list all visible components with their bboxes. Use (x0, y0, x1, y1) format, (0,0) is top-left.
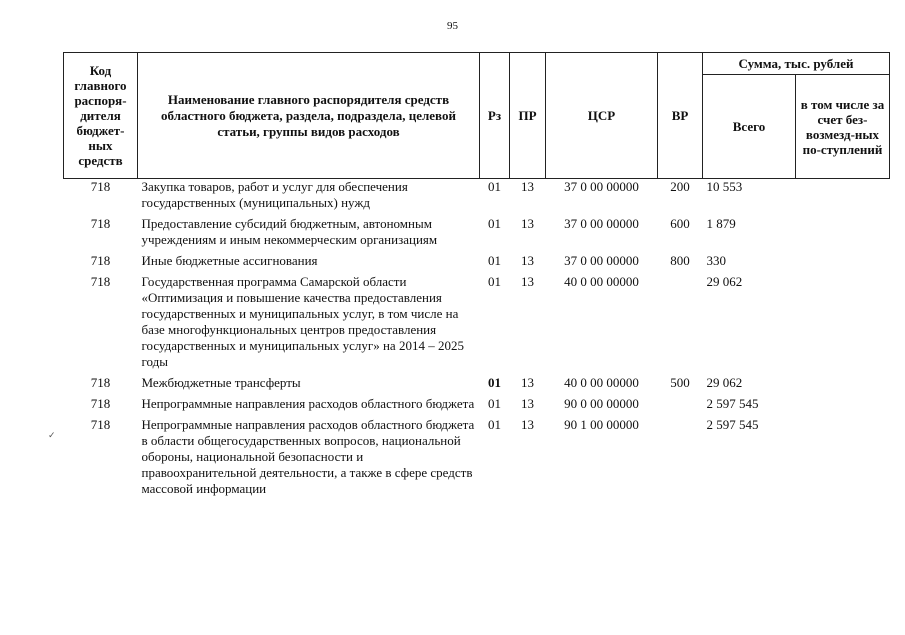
cell-code: 718 (90, 253, 111, 268)
cell-name: Непрограммные направления расходов областного бюджета (141, 396, 475, 411)
cell-code: 718 (90, 274, 111, 289)
cell-vr (658, 274, 703, 375)
cell-csr: 90 1 00 00000 (564, 417, 639, 432)
table-row (64, 216, 890, 253)
cell-pr: 13 (521, 396, 534, 411)
cell-total: 1 879 (706, 216, 736, 231)
header-pr: ПР (510, 53, 546, 179)
cell-vr (658, 417, 703, 502)
table-row (64, 417, 890, 502)
cell-name: Иные бюджетные ассигнования (141, 253, 318, 268)
header-name: Наименование главного распорядителя средств областного бюджета, раздела, подраздела, целевой статьи, группы видов расходов (138, 53, 480, 179)
cell-pr: 13 (521, 253, 534, 268)
cell-vr (658, 396, 703, 417)
cell-name: Непрограммные направления расходов областного бюджета в области общегосударственных вопросов, национальной обороны, национальной безопасности и правоохранительной деятельности, а также в сфере средств массовой информации (141, 417, 475, 496)
cell-code: 718 (90, 375, 111, 390)
cell-rz: 01 (488, 253, 501, 268)
cell-csr: 37 0 00 00000 (564, 179, 639, 194)
header-vr: ВР (658, 53, 703, 179)
cell-name: Государственная программа Самарской области «Оптимизация и повышение качества предоставления государственных и муниципальных услуг, в том числе на базе многофункциональных центров предоставления государственных и муниципальных услуг» на 2014 – 2025 годы (141, 274, 464, 369)
cell-total: 2 597 545 (706, 417, 759, 432)
cell-free (796, 417, 890, 502)
cell-csr: 40 0 00 00000 (564, 375, 639, 390)
page-number: 95 (447, 20, 458, 32)
cell-vr: 800 (670, 253, 690, 268)
cell-pr: 13 (521, 375, 534, 390)
table-row (64, 274, 890, 375)
cell-code: 718 (90, 396, 111, 411)
cell-csr: 37 0 00 00000 (564, 253, 639, 268)
cell-pr: 13 (521, 417, 534, 432)
cell-rz: 01 (488, 179, 501, 194)
cell-free (796, 179, 890, 217)
header-sum: Сумма, тыс. рублей (703, 53, 890, 75)
cell-rz: 01 (488, 216, 501, 231)
table-row (64, 396, 890, 417)
cell-total: 29 062 (706, 274, 743, 289)
header-free: в том числе за счет без-возмезд-ных по-ступлений (796, 75, 890, 179)
cell-code: 718 (90, 417, 111, 432)
budget-table (63, 52, 890, 502)
cell-csr: 90 0 00 00000 (564, 396, 639, 411)
cell-free (796, 274, 890, 375)
cell-name: Предоставление субсидий бюджетным, автономным учреждениям и иным некоммерческим организациям (141, 216, 438, 247)
cell-free (796, 253, 890, 274)
header-code: Код главного распоря-дителя бюджет-ных средств (64, 53, 138, 179)
cell-rz: 01 (488, 274, 501, 289)
cell-vr: 600 (670, 216, 690, 231)
cell-pr: 13 (521, 216, 534, 231)
header-csr: ЦСР (546, 53, 658, 179)
cell-csr: 40 0 00 00000 (564, 274, 639, 289)
cell-code: 718 (90, 179, 111, 194)
cell-free (796, 216, 890, 253)
cell-rz: 01 (488, 396, 501, 411)
table-header (64, 53, 890, 179)
cell-name: Межбюджетные трансферты (141, 375, 301, 390)
header-rz: Рз (480, 53, 510, 179)
table-row (64, 179, 890, 217)
cell-csr: 37 0 00 00000 (564, 216, 639, 231)
cell-name: Закупка товаров, работ и услуг для обеспечения государственных (муниципальных) нужд (141, 179, 408, 210)
cell-total: 10 553 (706, 179, 743, 194)
table-body (64, 179, 890, 503)
cell-total: 2 597 545 (706, 396, 759, 411)
cell-rz: 01 (488, 375, 501, 390)
cell-total: 29 062 (706, 375, 743, 390)
cell-vr: 500 (670, 375, 690, 390)
scan-mark: ✓ (48, 430, 56, 440)
cell-pr: 13 (521, 179, 534, 194)
cell-rz: 01 (488, 417, 501, 432)
cell-free (796, 375, 890, 396)
cell-code: 718 (90, 216, 111, 231)
cell-free (796, 396, 890, 417)
cell-pr: 13 (521, 274, 534, 289)
cell-total: 330 (706, 253, 726, 268)
header-total: Всего (703, 75, 796, 179)
table-row (64, 375, 890, 396)
table-row (64, 253, 890, 274)
cell-vr: 200 (670, 179, 690, 194)
